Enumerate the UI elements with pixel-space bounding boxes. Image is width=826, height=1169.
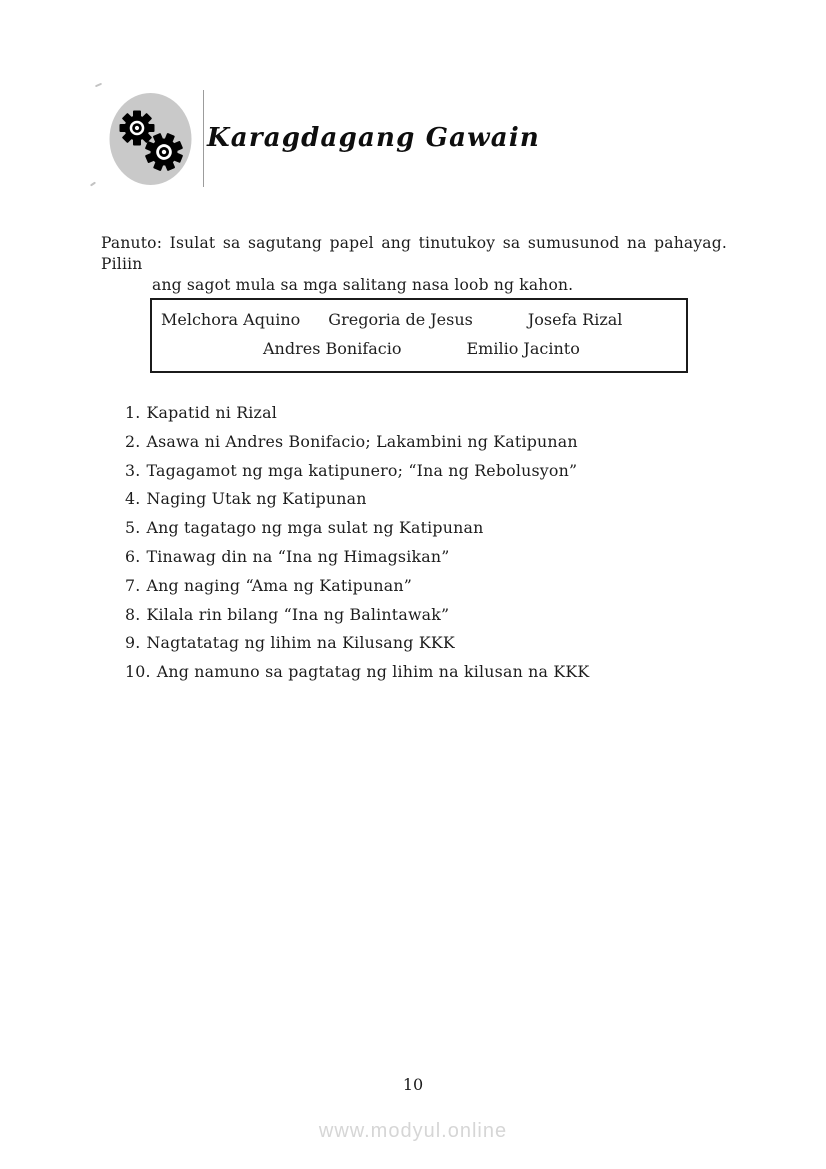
item-text: Kapatid ni Rizal	[146, 403, 277, 422]
list-item	[125, 629, 589, 658]
item-text: Naging Utak ng Katipunan	[146, 489, 367, 509]
item-text: Kilala rin bilang “Ina ng Balintawak”	[146, 604, 450, 624]
list-item	[125, 658, 589, 687]
scan-artifact-mark	[95, 83, 102, 88]
list-item	[125, 543, 589, 572]
item-number: 7.	[125, 575, 141, 595]
list-item	[125, 428, 589, 457]
word-choice-box	[150, 298, 688, 373]
instructions-paragraph	[101, 233, 727, 296]
item-number: 1.	[125, 403, 141, 422]
word-choice: Gregoria de Jesus	[328, 310, 473, 329]
list-item	[125, 601, 589, 630]
item-number: 10.	[125, 662, 151, 682]
item-text: Tinawag din na “Ina ng Himagsikan”	[146, 546, 450, 566]
item-text: Asawa ni Andres Bonifacio; Lakambini ng Katipunan	[146, 431, 578, 451]
numbered-statement-list	[125, 399, 589, 687]
item-number: 3.	[125, 460, 141, 480]
list-item	[125, 457, 589, 486]
item-text: Ang tagatago ng mga sulat ng Katipunan	[146, 518, 484, 538]
item-number: 6.	[125, 546, 141, 566]
item-text: Tagagamot ng mga katipunero; “Ina ng Rebolusyon”	[146, 460, 578, 480]
item-text: Ang namuno sa pagtatag ng lihim na kilusan na KKK	[156, 662, 590, 682]
word-choice: Andres Bonifacio	[263, 339, 402, 358]
page-title: Karagdagang Gawain	[207, 123, 541, 153]
page-number: 10	[402, 1075, 424, 1094]
watermark-text: www.modyul.online	[318, 1120, 508, 1142]
item-text: Ang naging “Ama ng Katipunan”	[146, 575, 412, 595]
list-item	[125, 485, 589, 514]
word-box-row	[152, 305, 686, 334]
item-number: 5.	[125, 518, 141, 538]
header-icon-wrap	[104, 90, 196, 190]
word-choice: Melchora Aquino	[161, 310, 301, 329]
instructions-line-2: ang sagot mula sa mga salitang nasa loob ng kahon.	[152, 276, 574, 294]
item-number: 8.	[125, 604, 141, 624]
word-box-row	[152, 334, 686, 363]
item-number: 2.	[125, 431, 141, 451]
gears-icon	[104, 90, 196, 190]
list-item	[125, 572, 589, 601]
item-number: 9.	[125, 633, 141, 653]
list-item	[125, 514, 589, 543]
word-choice: Josefa Rizal	[527, 310, 623, 329]
list-item	[125, 399, 589, 428]
instructions-line-1: Panuto: Isulat sa sagutang papel ang tinutukoy sa sumusunod na pahayag. Piliin	[101, 234, 727, 273]
item-text: Nagtatatag ng lihim na Kilusang KKK	[146, 633, 455, 653]
scan-artifact-mark	[90, 181, 96, 186]
header-divider-line	[203, 90, 204, 187]
item-number: 4.	[125, 489, 141, 509]
word-choice: Emilio Jacinto	[466, 339, 580, 358]
